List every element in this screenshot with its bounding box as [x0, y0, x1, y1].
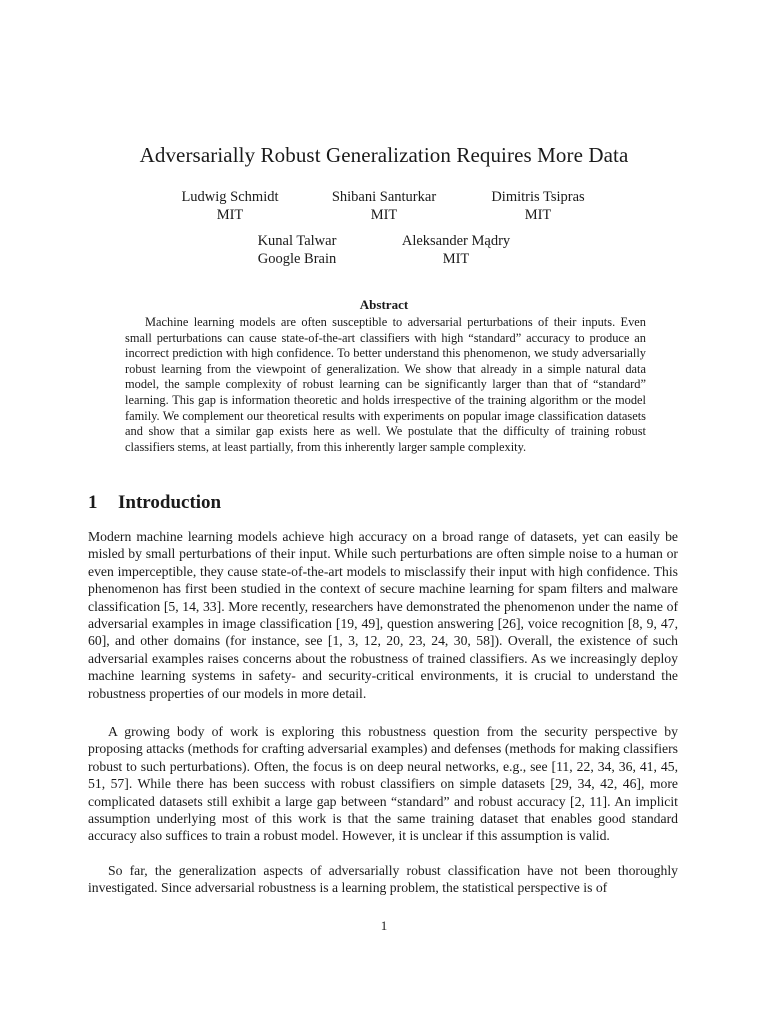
section-number: 1: [88, 492, 98, 513]
author-affiliation: MIT: [442, 251, 470, 267]
paper-title: Adversarially Robust Generalization Requires More Data: [139, 143, 629, 167]
section-heading: [88, 492, 221, 514]
body-paragraph: A growing body of work is exploring this robustness question from the security perspective by proposing attacks (methods for crafting adversarial examples) and defenses (methods for making classifiers robust to such perturbations). Often, the focus is on deep neural networks, e.g., see [11, 22, 34, 36, 41, 45, 51, 57]. While there has been success with robust classifiers on simple datasets [29, 34, 42, 46], more complicated datasets still exhibit a large gap between “standard” and robust accuracy [2, 11]. An implicit assumption underlying most of this work is that the same training dataset that enables good standard accuracy also suffices to train a robust model. However, it is unclear if this assumption is valid.: [88, 724, 678, 844]
author-name: Aleksander Mądry: [401, 233, 511, 249]
author-affiliation: MIT: [524, 207, 552, 223]
author-name: Dimitris Tsipras: [491, 189, 585, 205]
author-name: Shibani Santurkar: [331, 189, 437, 205]
author-block: [438, 188, 638, 224]
abstract-text: Machine learning models are often susceptible to adversarial perturbations of their inputs. Even small perturbations can cause state-of-the-art classifiers with high “standard” accuracy to produce an incorrect prediction with high confidence. To better understand this phenomenon, we study adversarially robust learning from the viewpoint of generalization. We show that already in a simple natural data model, the sample complexity of robust learning can be significantly larger than that of “standard” learning. This gap is information theoretic and holds irrespective of the training algorithm or the model family. We complement our theoretical results with experiments on popular image classification datasets and show that a similar gap exists here as well. We postulate that the difficulty of training robust classifiers stems, at least partially, from this inherently larger sample complexity.: [125, 315, 646, 454]
author-name: Kunal Talwar: [257, 233, 337, 249]
page-number: 1: [380, 918, 388, 933]
body-paragraph: Modern machine learning models achieve high accuracy on a broad range of datasets, yet can easily be misled by small perturbations of their input. While such perturbations are often simple noise to a human or even imperceptible, they cause state-of-the-art models to misclassify their input with high confidence. This phenomenon has first been studied in the context of secure machine learning for spam filters and malware classification [5, 14, 33]. More recently, researchers have demonstrated the phenomenon under the name of adversarial examples in image classification [19, 49], question answering [26], voice recognition [8, 9, 47, 60], and other domains (for instance, see [1, 3, 12, 20, 23, 24, 30, 58]). Overall, the existence of such adversarial examples raises concerns about the robustness of trained classifiers. As we increasingly deploy machine learning systems in safety- and security-critical environments, it is crucial to understand the robustness properties of our models in more detail.: [88, 529, 678, 701]
section-title: Introduction: [118, 492, 222, 513]
author-affiliation: Google Brain: [257, 251, 337, 267]
body-paragraph: So far, the generalization aspects of adversarially robust classification have not been thoroughly investigated. Since adversarial robustness is a learning problem, the statistical perspective is of: [88, 863, 678, 896]
author-block: [356, 232, 556, 268]
abstract-heading: Abstract: [359, 297, 409, 312]
author-affiliation: MIT: [370, 207, 398, 223]
author-affiliation: MIT: [216, 207, 244, 223]
author-name: Ludwig Schmidt: [181, 189, 279, 205]
